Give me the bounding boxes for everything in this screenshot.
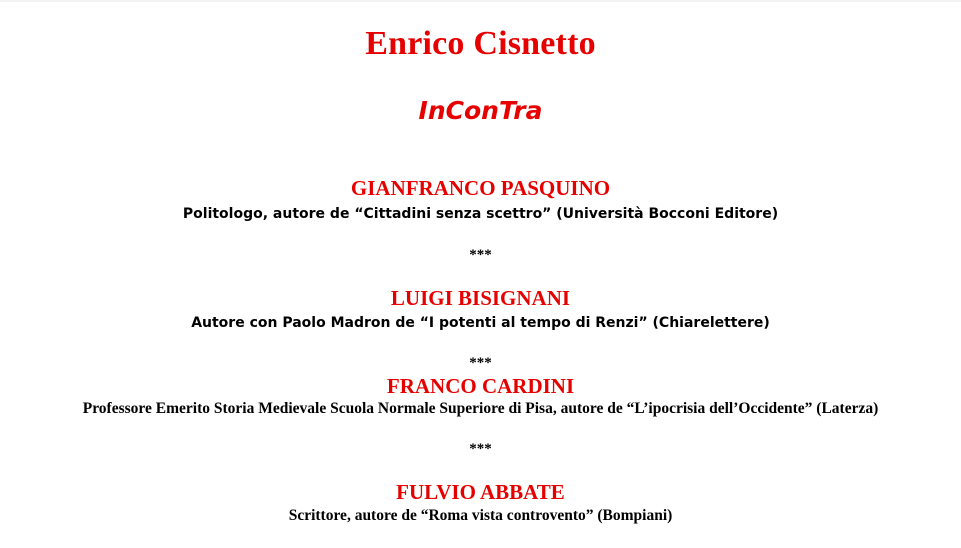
separator: *** (469, 441, 492, 457)
top-divider (0, 0, 961, 2)
program-subtitle: InConTra (418, 96, 543, 125)
guest-name: GIANFRANCO PASQUINO (350, 176, 611, 200)
guest-name: LUIGI BISIGNANI (390, 286, 571, 310)
guest-description: Professore Emerito Storia Medievale Scuola Normale Superiore di Pisa, autore de “L’ipocrisia dell’Occidente” (Laterza) (82, 400, 879, 417)
page-title: Enrico Cisnetto (365, 25, 596, 62)
guest-description: Scrittore, autore de “Roma vista controvento” (Bompiani) (288, 507, 673, 524)
separator: *** (469, 247, 492, 263)
separator: *** (469, 355, 492, 371)
guest-description: Autore con Paolo Madron de “I potenti al tempo di Renzi” (Chiarelettere) (191, 315, 770, 331)
guest-name: FRANCO CARDINI (386, 374, 575, 398)
guest-name: FULVIO ABBATE (396, 480, 565, 504)
guest-description: Politologo, autore de “Cittadini senza scettro” (Università Bocconi Editore) (182, 206, 779, 222)
